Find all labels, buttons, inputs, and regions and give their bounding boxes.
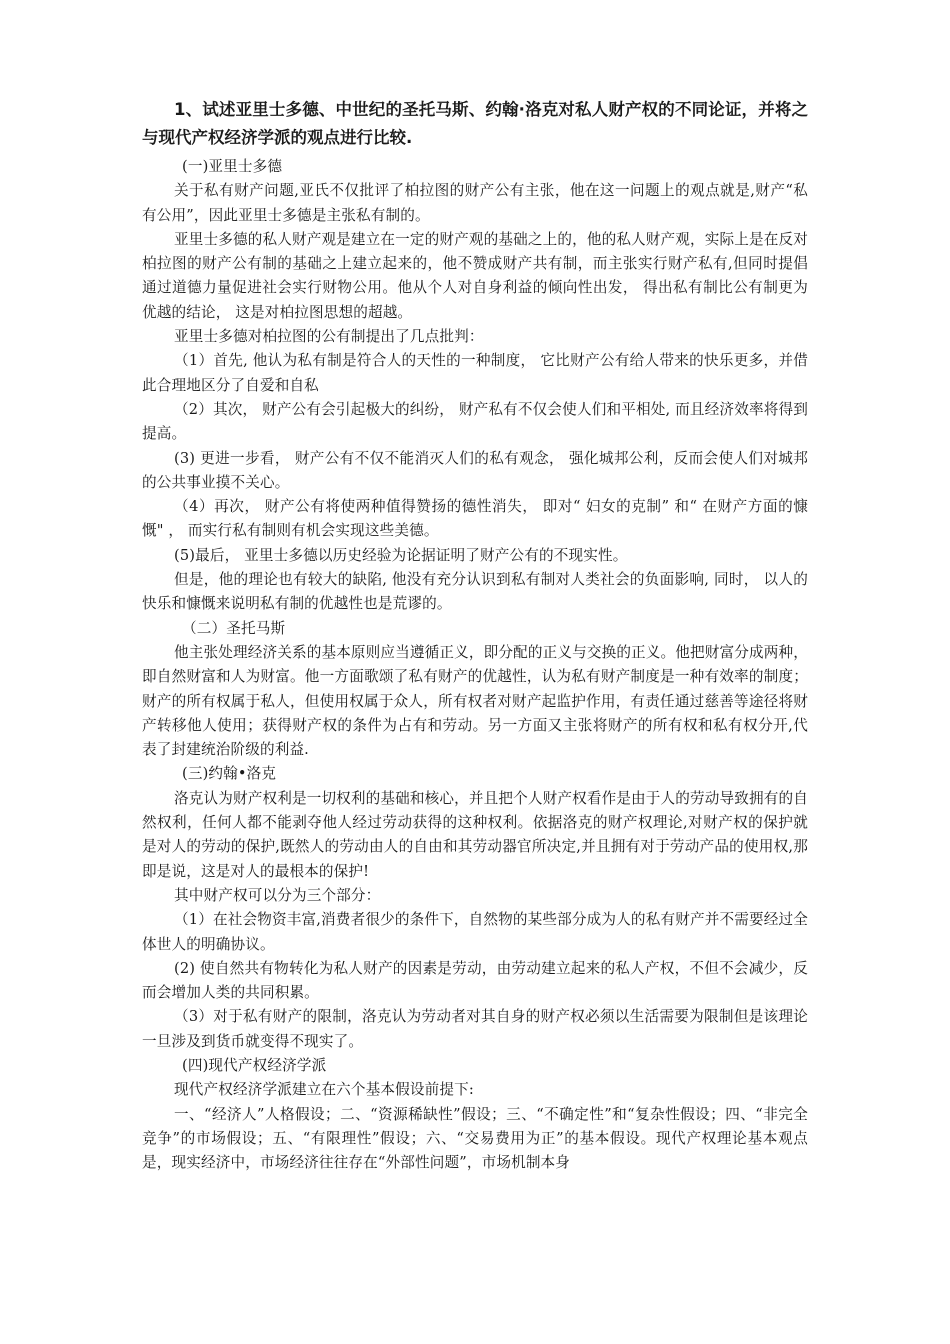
essay-question-title: 1、试述亚里士多德、中世纪的圣托马斯、约翰·洛克对私人财产权的不同论证，并将之与现代产权经济学派的观点进行比较. (142, 100, 808, 147)
section-heading-locke: (三)约翰•洛克 (182, 765, 277, 783)
list-item: (3) 更进一步看， 财产公有不仅不能消灭人们的私有观念， 强化城邦公利，反而会使人们对城邦的公共事业摸不关心。 (142, 449, 808, 491)
list-item: （1）首先, 他认为私有制是符合人的天性的一种制度， 它比财产公有给人带来的快乐更多，并借此合理地区分了自爱和自私 (142, 352, 808, 394)
document-body (142, 96, 808, 1175)
list-item: （3）对于私有财产的限制，洛克认为劳动者对其自身的财产权必须以生活需要为限制但是该理论一旦涉及到货币就变得不现实了。 (142, 1008, 808, 1050)
paragraph: 洛克认为财产权利是一切权利的基础和核心，并且把个人财产权看作是由于人的劳动导致拥有的自然权利，任何人都不能剥夺他人经过劳动获得的这种权利。依据洛克的财产权理论,对财产权的保护就是对人的劳动的保护,既然人的劳动由人的自由和其劳动器官所决定,并且拥有对于劳动产品的使用权,那即是说，这是对人的最根本的保护! (142, 789, 808, 880)
paragraph: 但是，他的理论也有较大的缺陷, 他没有充分认识到私有制对人类社会的负面影响, 同时， 以人的快乐和慷慨来说明私有制的优越性也是荒谬的。 (142, 571, 808, 613)
list-item: (5)最后， 亚里士多德以历史经验为论据证明了财产公有的不现实性。 (174, 546, 628, 564)
paragraph: 现代产权经济学派建立在六个基本假设前提下: (174, 1081, 474, 1099)
paragraph: 其中财产权可以分为三个部分： (174, 886, 381, 904)
section-heading-aquinas: （二）圣托马斯 (182, 619, 286, 637)
list-item: (2) 使自然共有物转化为私人财产的因素是劳动，由劳动建立起来的私人产权，不但不会减少，反而会增加人类的共同积累。 (142, 959, 808, 1002)
section-heading-aristotle: (一)亚里士多德 (182, 158, 283, 175)
paragraph: 他主张处理经济关系的基本原则应当遵循正义，即分配的正义与交换的正义。他把财富分成两种，即自然财富和人为财富。他一方面歌颂了私有财产的优越性，认为私有财产制度是一种有效率的制度；财产的所有权属于私人，但使用权属于众人，所有权者对财产起监护作用，有责任通过慈善等途径将财产转移他人使用；获得财产权的条件为占有和劳动。另一方面又主张将财产的所有权和私有权分开,代表了封建统治阶级的利益. (142, 643, 808, 759)
list-item: （2）其次， 财产公有会引起极大的纠纷， 财产私有不仅会使人们和平相处, 而且经济效率将得到提高。 (142, 400, 808, 443)
list-item: （1）在社会物资丰富,消费者很少的条件下，自然物的某些部分成为人的私有财产并不需要经过全体世人的明确协议。 (142, 911, 808, 953)
paragraph: 亚里士多德的私人财产观是建立在一定的财产观的基础之上的，他的私人财产观，实际上是在反对柏拉图的财产公有制的基础之上建立起来的，他不赞成财产共有制，而主张实行财产私有,但同时提倡通过道德力量促进社会实行财物公用。他从个人对自身利益的倾向性出发， 得出私有制比公有制更为优越的结论， 这是对柏拉图思想的超越。 (142, 230, 808, 321)
section-heading-modern-property-rights: (四)现代产权经济学派 (182, 1056, 327, 1074)
paragraph: 一、“经济人”人格假设；二、“资源稀缺性”假设；三、“不确定性”和“复杂性假设；四、“非完全竞争”的市场假设；五、“有限理性”假设；六、“交易费用为正”的基本假设。现代产权理论基本观点是，现实经济中，市场经济往往存在“外部性问题”，市场机制本身 (142, 1105, 808, 1172)
paragraph: 关于私有财产问题,亚氏不仅批评了柏拉图的财产公有主张，他在这一问题上的观点就是,财产“私有公用”，因此亚里士多德是主张私有制的。 (142, 182, 808, 224)
list-item: （4）再次， 财产公有将使两种值得赞扬的德性消失， 即对“ 妇女的克制” 和“ 在财产方面的慷慨" ， 而实行私有制则有机会实现这些美德。 (142, 498, 808, 540)
paragraph: 亚里士多德对柏拉图的公有制提出了几点批判： (174, 328, 484, 346)
